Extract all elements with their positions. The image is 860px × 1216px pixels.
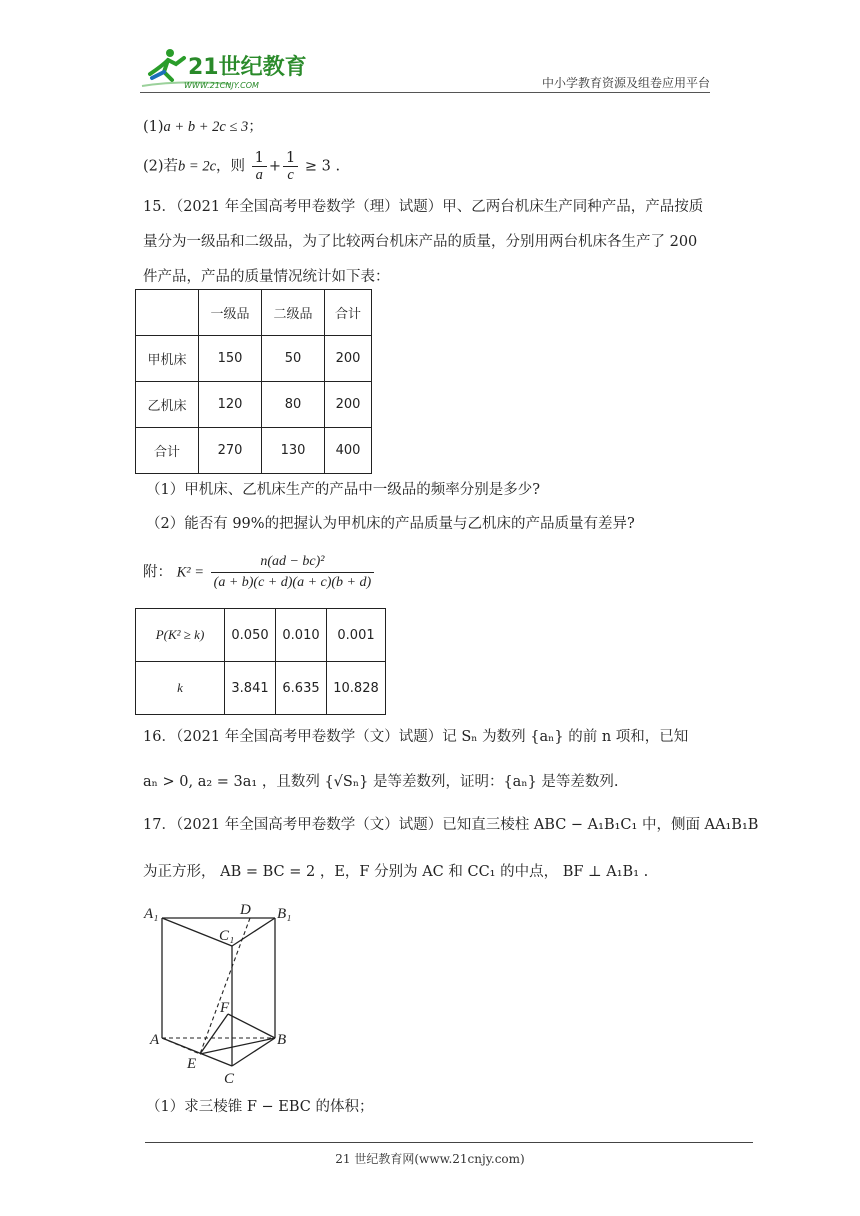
label-A: A — [150, 1032, 160, 1048]
k-square-formula: 附： K² = $\frac{\text{n(ad − bc)²}}{(a + b)(c + d)(a + c)(b + d)}$ — [143, 552, 376, 593]
fraction-1-over-c: $\frac{1}{c}$ — [283, 150, 298, 183]
label-B: B — [277, 1032, 287, 1048]
q15-stem-line2: 量分为一级品和二级品，为了比较两台机床产品的质量，分别用两台机床各生产了 200 — [143, 234, 698, 250]
table-row: P(K² ≥ k) 0.050 0.010 0.001 — [136, 609, 386, 662]
footer-divider — [145, 1142, 753, 1143]
header-platform-name: 中小学教育资源及组卷应用平台 — [541, 76, 710, 90]
table-row: 合计 270 130 400 — [136, 428, 372, 474]
q16-line1: 16．（2021 年全国高考甲卷数学（文）试题）记 Sₙ 为数列 {aₙ} 的前 n 项和，已知 — [143, 729, 689, 745]
label-D: D — [240, 902, 251, 918]
label-C: C — [224, 1071, 235, 1087]
label-B1: B₁ — [277, 906, 292, 922]
table-row: k 3.841 6.635 10.828 — [136, 662, 386, 715]
table-row: 乙机床 120 80 200 — [136, 382, 372, 428]
site-logo — [140, 44, 315, 92]
q16-line2: aₙ > 0, a₂ = 3a₁ ，且数列 {√Sₙ} 是等差数列，证明：{aₙ} 是等差数列. — [143, 774, 619, 790]
label-A1: A₁ — [144, 906, 159, 922]
q14-part2: (2)若b = 2c，则 $\frac{1}{a}$ + $\frac{1}{c}$ ≥ 3 . — [143, 150, 341, 183]
fraction-1-over-a: $\frac{1}{a}$ — [252, 150, 267, 183]
footer-site: 21 世纪教育网(www.21cnjy.com) — [335, 1152, 525, 1166]
label-C1: C₁ — [219, 928, 235, 944]
q15-sub1: （1）甲机床、乙机床生产的产品中一级品的频率分别是多少? — [146, 482, 540, 498]
q17-sub1: （1）求三棱锥 F − EBC 的体积； — [146, 1099, 374, 1115]
q14-part1: (1)a + b + 2c ≤ 3； — [143, 119, 263, 135]
quality-table — [135, 289, 372, 474]
q17-line1: 17．（2021 年全国高考甲卷数学（文）试题）已知直三棱柱 ABC − A₁B₁C₁ 中，侧面 AA₁B₁B — [143, 817, 759, 833]
q17-line2: 为正方形， AB = BC = 2 ，E，F 分别为 AC 和 CC₁ 的中点， BF ⊥ A₁B₁ . — [143, 864, 649, 880]
prism-figure — [140, 898, 305, 1090]
label-F: F — [220, 1000, 230, 1016]
q15-stem-line1: 15．（2021 年全国高考甲卷数学（理）试题）甲、乙两台机床生产同种产品，产品按质 — [143, 199, 704, 215]
label-E: E — [187, 1056, 197, 1072]
logo-text: 21世纪教育 — [188, 55, 307, 80]
header-divider — [140, 92, 710, 93]
critical-value-table — [135, 608, 386, 715]
logo-url: WWW.21CNJY.COM — [184, 81, 259, 90]
table-header-row: 一级品 二级品 合计 — [136, 290, 372, 336]
table-row: 甲机床 150 50 200 — [136, 336, 372, 382]
q15-stem-line3: 件产品，产品的质量情况统计如下表： — [143, 269, 390, 285]
q15-sub2: （2）能否有 99%的把握认为甲机床的产品质量与乙机床的产品质量有差异? — [146, 516, 635, 532]
